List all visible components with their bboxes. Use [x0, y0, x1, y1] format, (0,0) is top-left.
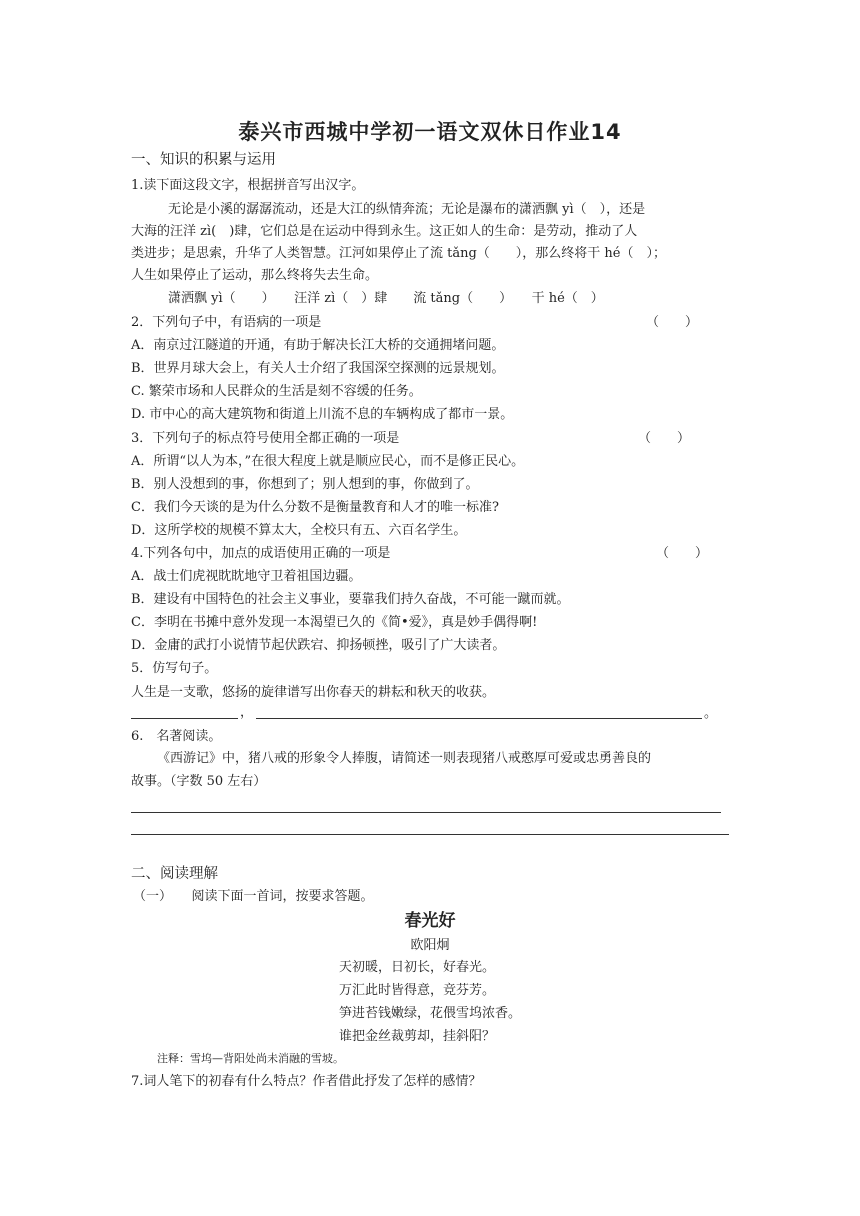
- q3-answer-paren[interactable]: （ ）: [638, 431, 691, 446]
- q2-option-a: A．南京过江隧道的开通，有助于解决长江大桥的交通拥堵问题。: [131, 338, 505, 353]
- q3-option-b: B．别人没想到的事，你想到了；别人想到的事，你做到了。: [131, 477, 479, 492]
- section-heading-1: 一、知识的积累与运用: [131, 152, 276, 168]
- q3-stem: 3．下列句子的标点符号使用全都正确的一项是: [131, 431, 400, 446]
- q4-stem: 4.下列各句中，加点的成语使用正确的一项是: [131, 546, 391, 561]
- q6-answer-line-1[interactable]: [131, 812, 721, 813]
- q1-answer-blanks[interactable]: 潇洒飘 yì（ ） 汪洋 zì（ ）肆 流 tǎng（ ） 干 hé（ ）: [168, 291, 604, 306]
- q6-prompt-line-1: 《西游记》中，猪八戒的形象令人捧腹，请简述一则表现猪八戒憨厚可爱或忠勇善良的: [157, 751, 652, 766]
- poem-line-3: 笋进苔钱嫩绿，花偎雪坞浓香。: [339, 1006, 522, 1021]
- q4-option-d: D．金庸的武打小说情节起伏跌宕、抑扬顿挫，吸引了广大读者。: [131, 638, 506, 653]
- poem-line-1: 天初暖，日初长，好春光。: [339, 960, 496, 975]
- q5-period: 。: [704, 706, 718, 721]
- reading-1-instruction: （一） 阅读下面一首词，按要求答题。: [133, 889, 374, 904]
- q5-blank-1[interactable]: [131, 718, 238, 719]
- q1-passage-line-4: 人生如果停止了运动，那么终将失去生命。: [131, 268, 379, 283]
- q6-stem: 6. 名著阅读。: [131, 729, 222, 744]
- q5-example: 人生是一支歌，悠扬的旋律谱写出你春天的耕耘和秋天的收获。: [131, 685, 496, 700]
- q5-comma: ，: [240, 705, 254, 720]
- q2-stem: 2．下列句子中，有语病的一项是: [131, 315, 322, 330]
- q3-option-a: A．所谓“以人为本，”在很大程度上就是顺应民心，而不是修正民心。: [131, 454, 525, 469]
- poem-note: 注释：雪坞—背阳处尚未消融的雪坡。: [157, 1052, 344, 1065]
- q3-option-d: D．这所学校的规模不算太大，全校只有五、六百名学生。: [131, 523, 467, 538]
- page-title: 泰兴市西城中学初一语文双休日作业14: [238, 120, 622, 144]
- q4-option-b: B．建设有中国特色的社会主义事业，要靠我们持久奋战，不可能一蹴而就。: [131, 592, 570, 607]
- q1-passage-line-3: 类进步；是思索，升华了人类智慧。江河如果停止了流 tǎng（ ），那么终将干 hé（ ）；: [131, 246, 667, 261]
- q5-blank-2[interactable]: [256, 718, 702, 719]
- q2-option-d: D. 市中心的高大建筑物和街道上川流不息的车辆构成了都市一景。: [131, 407, 514, 422]
- q3-option-c: C．我们今天谈的是为什么分数不是衡量教育和人才的唯一标准?: [131, 500, 499, 515]
- q1-passage-line-1: 无论是小溪的潺潺流动，还是大江的纵情奔流；无论是瀑布的潇洒飘 yì（ ），还是: [168, 202, 646, 217]
- q4-option-c: C．李明在书摊中意外发现一本渴望已久的《简•爱》，真是妙手偶得啊!: [131, 615, 538, 630]
- q7-stem: 7.词人笔下的初春有什么特点？作者借此抒发了怎样的感情？: [131, 1074, 482, 1089]
- section-heading-2: 二、阅读理解: [131, 866, 218, 882]
- q2-answer-paren[interactable]: （ ）: [646, 315, 699, 330]
- q5-stem: 5．仿写句子。: [131, 661, 218, 676]
- q6-prompt-line-2: 故事。（字数 50 左右）: [131, 774, 267, 789]
- q2-option-b: B．世界月球大会上，有关人士介绍了我国深空探测的远景规划。: [131, 361, 505, 376]
- poem-title: 春光好: [404, 911, 456, 931]
- q4-answer-paren[interactable]: （ ）: [656, 546, 709, 561]
- q1-passage-line-2: 大海的汪洋 zì( )肆，它们总是在运动中得到永生。这正如人的生命：是劳动，推动了人: [131, 224, 638, 239]
- q6-answer-line-2[interactable]: [131, 834, 729, 835]
- poem-author: 欧阳炯: [410, 938, 450, 953]
- q4-option-a: A．战士们虎视眈眈地守卫着祖国边疆。: [131, 569, 362, 584]
- poem-line-2: 万汇此时皆得意，竞芬芳。: [339, 983, 496, 998]
- q1-prompt: 1.读下面这段文字，根据拼音写出汉字。: [131, 178, 365, 193]
- q2-option-c: C. 繁荣市场和人民群众的生活是刻不容缓的任务。: [131, 384, 422, 399]
- poem-line-4: 谁把金丝裁剪却，挂斜阳？: [339, 1029, 496, 1044]
